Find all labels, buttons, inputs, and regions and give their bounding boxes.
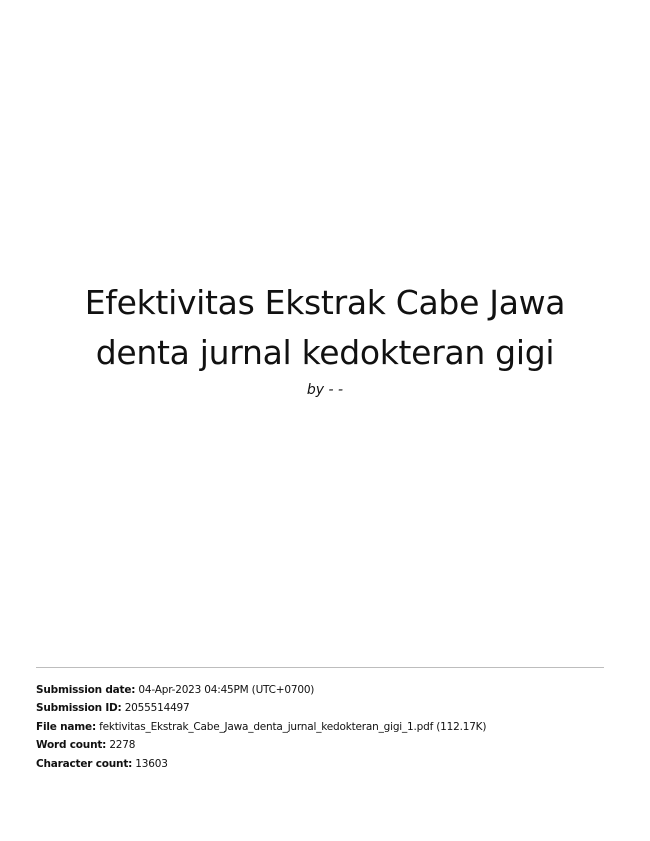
submission-id-row (36, 699, 616, 717)
submission-date-value: 04-Apr-2023 04:45PM (UTC+0700) (138, 684, 315, 696)
character-count-label: Character count: (36, 757, 133, 770)
submission-id-value: 2055514497 (124, 702, 190, 715)
document-title (0, 278, 650, 378)
submission-date-label: Submission date: (36, 684, 136, 696)
file-name-label: File name: (36, 720, 96, 733)
document-title-line-1: Efektivitas Ekstrak Cabe Jawa (84, 283, 566, 322)
cover-title-block (0, 278, 650, 400)
word-count-row (36, 736, 616, 754)
author-byline: by - - (306, 382, 344, 398)
submission-id-label: Submission ID: (36, 702, 122, 715)
submission-date-row (36, 681, 616, 699)
character-count-value: 13603 (135, 757, 168, 770)
word-count-label: Word count: (36, 739, 107, 752)
word-count-value: 2278 (109, 739, 136, 752)
submission-details (36, 681, 616, 773)
file-name-row (36, 718, 616, 736)
file-name-value: fektivitas_Ekstrak_Cabe_Jawa_denta_jurnal_kedokteran_gigi_1.pdf (112.17K) (99, 720, 487, 733)
document-title-line-2: denta jurnal kedokteran gigi (95, 333, 555, 372)
section-divider (36, 667, 604, 668)
character-count-row (36, 755, 616, 773)
